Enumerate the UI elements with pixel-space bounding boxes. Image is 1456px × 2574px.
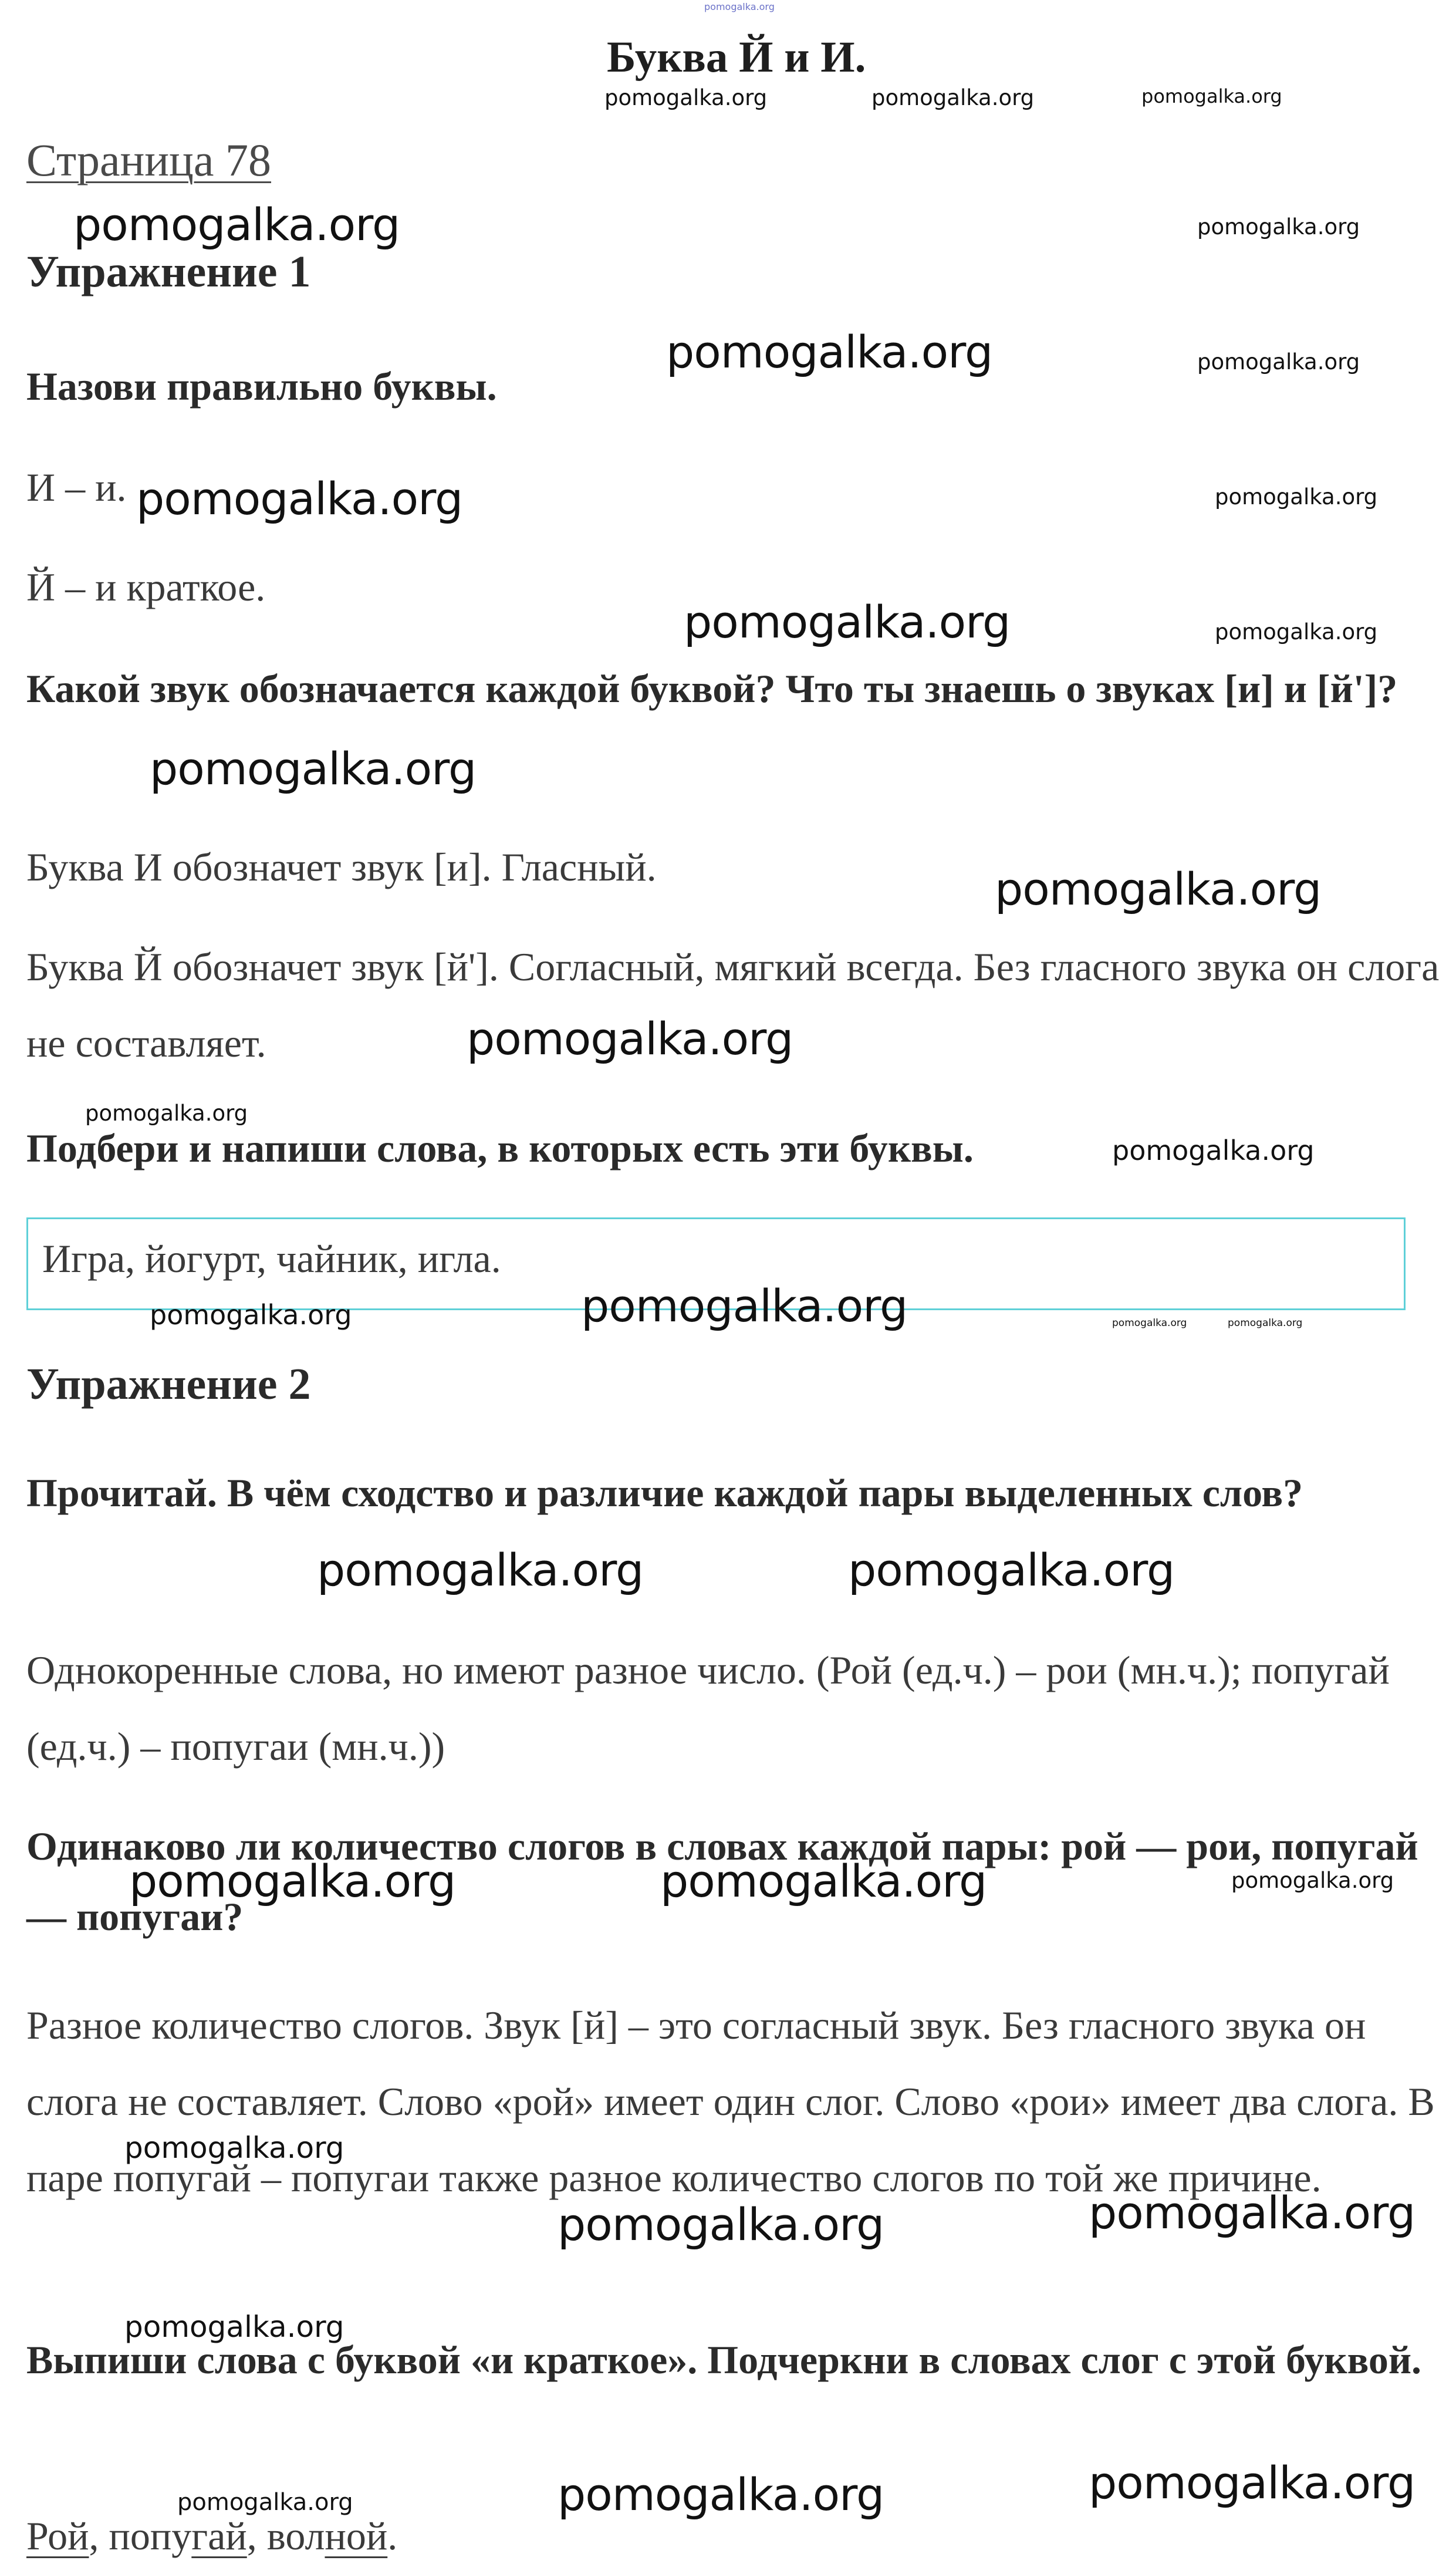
exercise-2-heading: Упражнение 2 [26, 1359, 311, 1409]
watermark: pomogalka.org [1197, 349, 1360, 375]
underlined-syllable-1: Рой [26, 2514, 89, 2558]
watermark: pomogalka.org [1141, 85, 1282, 107]
watermark: pomogalka.org [150, 1299, 352, 1331]
watermark: pomogalka.org [136, 473, 463, 525]
question-sounds: Какой звук обозначается каждой буквой? Что ты знаешь о звуках [и] и [й']? [26, 666, 1398, 711]
watermark: pomogalka.org [124, 2131, 344, 2165]
word-separator-1: , попу [89, 2514, 192, 2558]
underlined-syllable-2: гай [191, 2514, 247, 2558]
answer-letter-i: И – и. [26, 465, 127, 510]
watermark: pomogalka.org [73, 198, 400, 251]
underlined-syllable-3: ной [325, 2514, 388, 2558]
watermark: pomogalka.org [995, 863, 1322, 915]
watermark: pomogalka.org [1197, 214, 1360, 239]
watermark: pomogalka.org [848, 1544, 1175, 1596]
watermark: pomogalka.org [604, 85, 768, 110]
watermark: pomogalka.org [124, 2310, 344, 2344]
word-separator-2: , вол [246, 2514, 325, 2558]
question-syllables: Одинаково ли количество слогов в словах каждой пары: рой — рои, попугай — попугаи? [26, 1824, 1418, 1939]
watermark: pomogalka.org [1112, 1317, 1187, 1329]
watermark: pomogalka.org [871, 85, 1035, 110]
answer-box-text: Игра, йогурт, чайник, игла. [42, 1236, 501, 1281]
exercise-1-heading: Упражнение 1 [26, 247, 311, 296]
watermark: pomogalka.org [660, 1855, 987, 1907]
watermark: pomogalka.org [177, 2489, 353, 2516]
question-write-i-short: Выпиши слова с буквой «и краткое». Подчеркни в словах слог с этой буквой. [26, 2337, 1422, 2382]
question-name-letters: Назови правильно буквы. [26, 364, 497, 409]
watermark: pomogalka.org [1089, 2187, 1416, 2239]
page-title: Буква Й и И. [607, 33, 866, 82]
watermark: pomogalka.org [150, 743, 477, 795]
watermark: pomogalka.org [1231, 1868, 1394, 1893]
question-write-words: Подбери и напиши слова, в которых есть эти буквы. [26, 1126, 974, 1170]
watermark: pomogalka.org [1215, 484, 1378, 510]
answer-sound-i: Буква И обозначет звук [и]. Гласный. [26, 845, 657, 889]
watermark: pomogalka.org [1089, 2457, 1416, 2509]
answer-sound-i-short: Буква Й обозначет звук [й']. Согласный, мягкий всегда. Без гласного звука он слога не составляет. [26, 944, 1440, 1065]
watermark: pomogalka.org [129, 1855, 456, 1907]
watermark: pomogalka.org [581, 1280, 908, 1332]
watermark: pomogalka.org [558, 2198, 884, 2251]
watermark: pomogalka.org [1112, 1135, 1315, 1166]
watermark: pomogalka.org [1228, 1317, 1303, 1329]
question-similarity: Прочитай. В чём сходство и различие каждой пары выделенных слов? [26, 1470, 1303, 1515]
answer-syllables: Разное количество слогов. Звук [й] – это согласный звук. Без гласного звука он слога не составляет. Слово «рой» имеет один слог. Слово «рои» имеет два слога. В паре попугай – попугаи также разное количество слогов по той же причине. [26, 2003, 1435, 2200]
watermark: pomogalka.org [1215, 619, 1378, 645]
watermark: pomogalka.org [666, 326, 993, 378]
answer-similarity: Однокоренные слова, но имеют разное число. (Рой (ед.ч.) – рои (мн.ч.); попугай (ед.ч.) – попугаи (мн.ч.)) [26, 1648, 1390, 1769]
watermark: pomogalka.org [558, 2468, 884, 2521]
watermark: pomogalka.org [317, 1544, 644, 1596]
answer-letter-i-short: Й – и краткое. [26, 565, 266, 609]
watermark: pomogalka.org [684, 596, 1011, 648]
watermark-top: pomogalka.org [704, 1, 775, 12]
watermark: pomogalka.org [85, 1101, 248, 1126]
watermark: pomogalka.org [467, 1013, 793, 1065]
page-number-link[interactable]: Страница 78 [26, 134, 272, 185]
answer-end: . [387, 2514, 398, 2558]
